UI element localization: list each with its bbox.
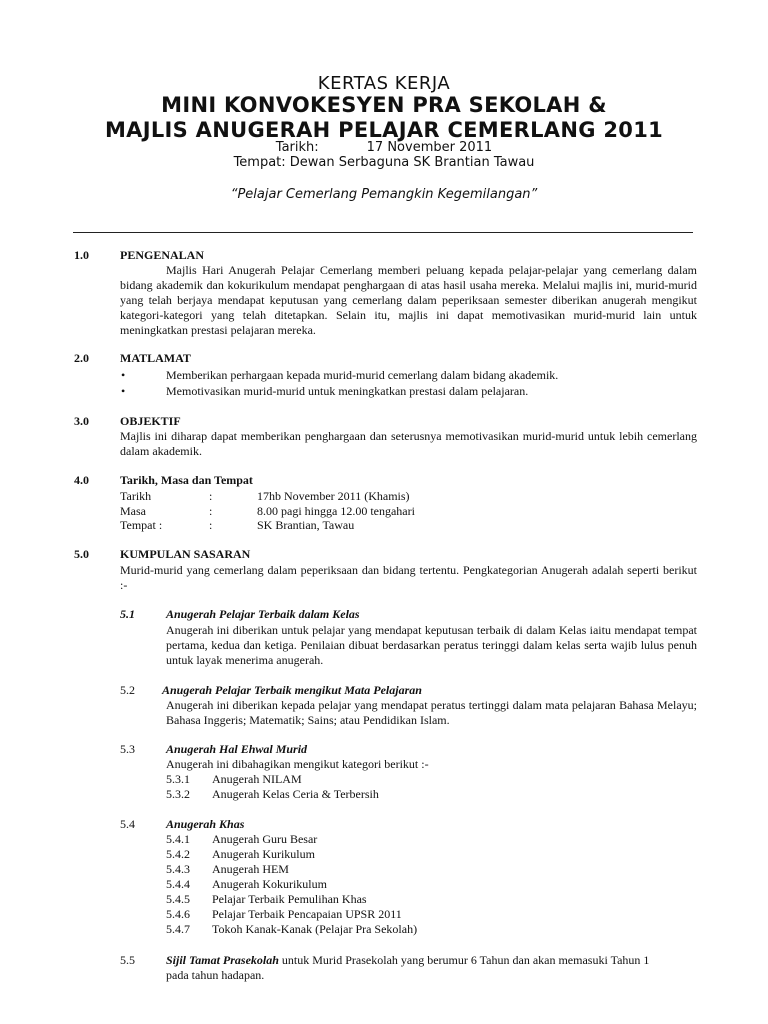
section-body-text: Majlis Hari Anugerah Pelajar Cemerlang memberi peluang kepada pelajar-pelajar yang cemerlang dalam bidang akademik dan kokurikulum mendapat penghargaan di atas hasil usaha mereka. Melalui majlis ini, murid-murid yang telah berjaya mendapat keputusan yang cemerlang dalam peperiksaan semester diberikan anugerah mengikut kategori-kategori yang telah ditetapkan. Selain itu, majlis ini dapat memotivasikan murid-murid lain untuk meningkatkan prestasi pelajaran mereka. — [120, 263, 697, 337]
section-number: 1.0 — [74, 248, 89, 262]
subsection-title: Anugerah Pelajar Terbaik dalam Kelas — [166, 607, 360, 621]
section-title: PENGENALAN — [120, 248, 205, 262]
list-item: Memotivasikan murid-murid untuk meningkatkan prestasi dalam pelajaran. — [166, 384, 529, 398]
motto: “Pelajar Cemerlang Pemangkin Kegemilangan” — [230, 187, 538, 202]
list-item: Anugerah Kurikulum — [212, 847, 315, 861]
section-body — [120, 263, 697, 338]
subsection-body-cont: pada tahun hadapan. — [166, 968, 265, 982]
subsection-number: 5.4 — [120, 817, 135, 831]
doc-type-heading: KERTAS KERJA — [317, 73, 451, 94]
section-title: Tarikh, Masa dan Tempat — [120, 473, 253, 487]
subsection-body-text: untuk Murid Prasekolah yang berumur 6 Tahun dan akan memasuki Tahun 1 — [278, 953, 650, 967]
subsection-body: Anugerah ini dibahagikan mengikut kategori berikut :- — [166, 757, 429, 771]
subsection-title: Anugerah Khas — [166, 817, 245, 831]
section-number: 2.0 — [74, 351, 89, 365]
detail-colon: : — [209, 518, 213, 532]
list-item: Anugerah HEM — [212, 862, 289, 876]
subsection-number: 5.1 — [120, 607, 135, 621]
section-title: OBJEKTIF — [120, 414, 181, 428]
detail-label: Tempat : — [120, 518, 163, 532]
subsection-body — [166, 953, 649, 968]
list-item: Pelajar Terbaik Pemulihan Khas — [212, 892, 367, 906]
list-item: Anugerah Kelas Ceria & Terbersih — [212, 787, 379, 801]
list-item: Anugerah NILAM — [212, 772, 302, 786]
list-item: Pelajar Terbaik Pencapaian UPSR 2011 — [212, 907, 402, 921]
subsection-title: Anugerah Hal Ehwal Murid — [166, 742, 308, 756]
list-item-number: 5.3.2 — [166, 787, 190, 801]
section-number: 5.0 — [74, 547, 89, 561]
list-item-number: 5.3.1 — [166, 772, 190, 786]
header-divider — [73, 232, 693, 233]
list-item: Anugerah Guru Besar — [212, 832, 318, 846]
subsection-body: Anugerah ini diberikan untuk pelajar yang mendapat keputusan terbaik di dalam Kelas iaitu mendapat tempat pertama, kedua dan ketiga. Penilaian dibuat berdasarkan peratus teringgi dalam kelas serta wajib lulus penuh untuk layak menerima anugerah. — [166, 623, 697, 667]
detail-label: Masa — [120, 504, 146, 518]
section-body: Majlis ini diharap dapat memberikan penghargaan dan seterusnya memotivasikan murid-murid untuk lebih cemerlang dalam akademik. — [120, 429, 697, 458]
list-item: Tokoh Kanak-Kanak (Pelajar Pra Sekolah) — [212, 922, 418, 936]
detail-value: 8.00 pagi hingga 12.00 tengahari — [257, 504, 415, 518]
section-title: MATLAMAT — [120, 351, 191, 365]
list-item-number: 5.4.4 — [166, 877, 190, 891]
event-title-line2: MAJLIS ANUGERAH PELAJAR CEMERLANG 2011 — [104, 118, 664, 142]
bullet-icon: • — [121, 384, 126, 398]
subsection-title: Sijil Tamat Prasekolah — [166, 953, 279, 967]
section-body: Murid-murid yang cemerlang dalam peperiksaan dan bidang tertentu. Pengkategorian Anugerah adalah seperti berikut :- — [120, 563, 697, 592]
list-item-number: 5.4.7 — [166, 922, 190, 936]
event-venue: Tempat: Dewan Serbaguna SK Brantian Tawau — [233, 155, 535, 170]
bullet-icon: • — [121, 368, 126, 382]
event-date-value: 17 November 2011 — [366, 140, 493, 155]
event-date-label: Tarikh: — [275, 140, 319, 155]
list-item-number: 5.4.1 — [166, 832, 190, 846]
subsection-number: 5.5 — [120, 953, 135, 967]
section-number: 3.0 — [74, 414, 89, 428]
list-item-number: 5.4.6 — [166, 907, 190, 921]
subsection-body: Anugerah ini diberikan kepada pelajar yang mendapat peratus tertinggi dalam mata pelajaran Bahasa Melayu; Bahasa Inggeris; Matematik; Sains; atau Pendidikan Islam. — [166, 698, 697, 727]
list-item: Memberikan perhargaan kepada murid-murid cemerlang dalam bidang akademik. — [166, 368, 559, 382]
list-item-number: 5.4.3 — [166, 862, 190, 876]
section-number: 4.0 — [74, 473, 89, 487]
list-item: Anugerah Kokurikulum — [212, 877, 327, 891]
event-title-line1: MINI KONVOKESYEN PRA SEKOLAH & — [161, 93, 607, 117]
subsection-number: 5.3 — [120, 742, 135, 756]
list-item-number: 5.4.2 — [166, 847, 190, 861]
subsection-number: 5.2 — [120, 683, 135, 697]
detail-value: SK Brantian, Tawau — [257, 518, 355, 532]
list-item-number: 5.4.5 — [166, 892, 190, 906]
detail-value: 17hb November 2011 (Khamis) — [257, 489, 410, 503]
subsection-title: Anugerah Pelajar Terbaik mengikut Mata Pelajaran — [162, 683, 422, 697]
section-title: KUMPULAN SASARAN — [120, 547, 251, 561]
event-date-line — [0, 140, 768, 155]
detail-label: Tarikh — [120, 489, 152, 503]
detail-colon: : — [209, 504, 213, 518]
detail-colon: : — [209, 489, 213, 503]
